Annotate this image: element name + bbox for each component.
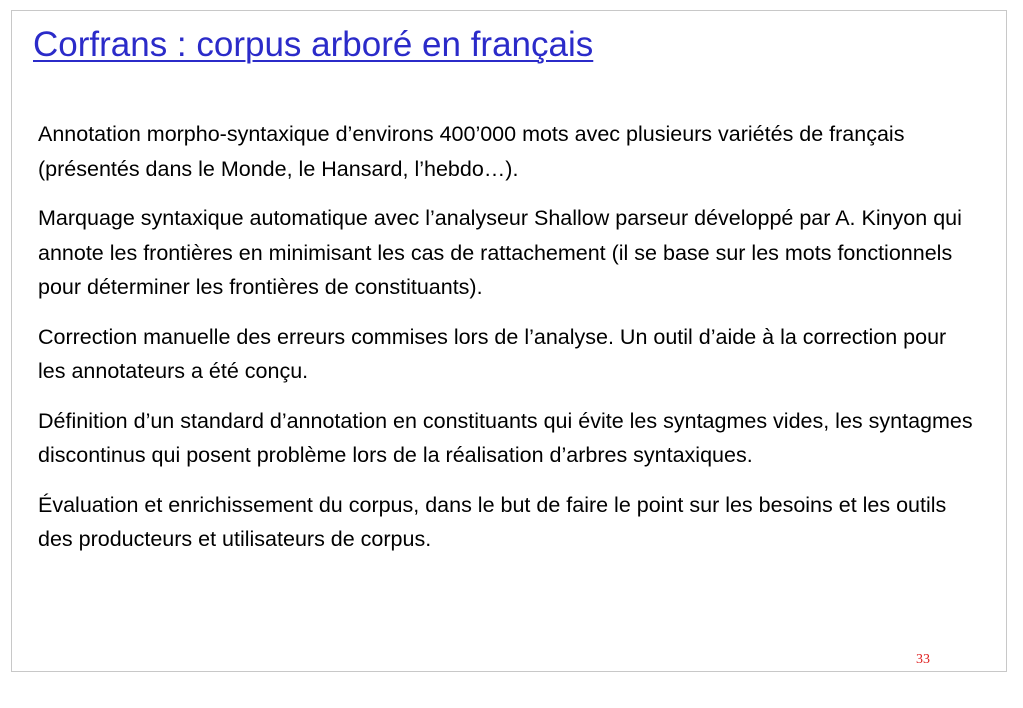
- paragraph-evaluation: Évaluation et enrichissement du corpus, dans le but de faire le point sur les besoins et les outils des producteurs et utilisateurs de corpus.: [38, 492, 947, 551]
- slide-content: [38, 117, 978, 572]
- page-number: 33: [916, 652, 930, 667]
- paragraph-correction: Correction manuelle des erreurs commises lors de l’analyse. Un outil d’aide à la correction pour les annotateurs a été conçu.: [38, 324, 947, 383]
- paragraph-definition: Définition d’un standard d’annotation en constituants qui évite les syntagmes vides, les syntagmes discontinus qui posent problème lors de la réalisation d’arbres syntaxiques.: [38, 408, 973, 467]
- paragraph-annotation: Annotation morpho-syntaxique d’environs 400’000 mots avec plusieurs variétés de français (présentés dans le Monde, le Hansard, l’hebdo…).: [38, 122, 905, 181]
- slide-title: Corfrans : corpus arboré en français: [33, 25, 594, 64]
- slide: [11, 10, 1007, 672]
- paragraph-marquage: Marquage syntaxique automatique avec l’analyseur Shallow parseur développé par A. Kinyon qui annote les frontières en minimisant les cas de rattachement (il se base sur les mots fonctionnels pour déterminer les frontières de constituants).: [38, 206, 962, 299]
